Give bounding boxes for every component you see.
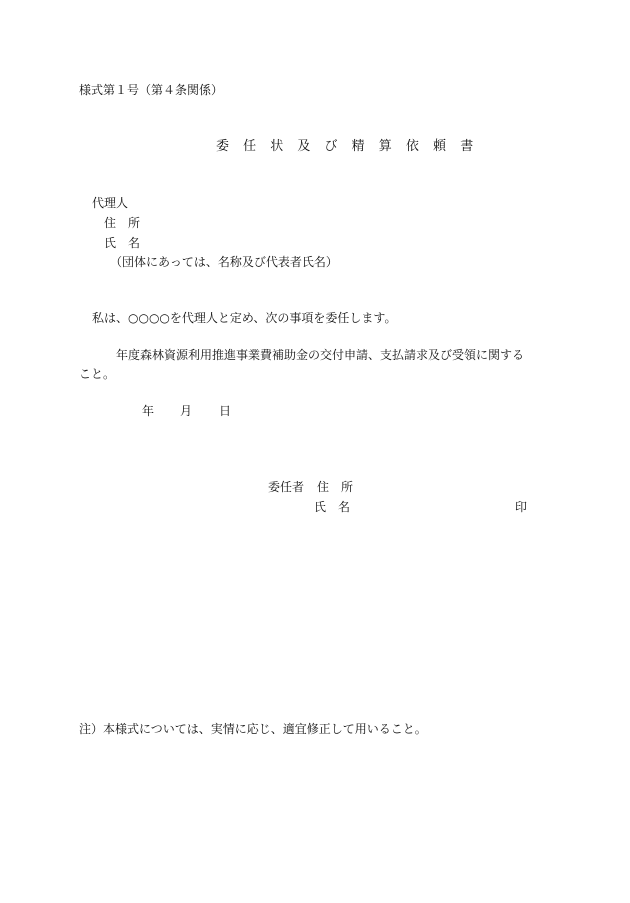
date-year-label: 年 [142,404,155,418]
agent-address-label: 住 所 [104,216,141,230]
delegator-label: 委任者 [268,480,305,494]
delegator-address-label: 住 所 [317,480,354,494]
footnote: 注）本様式については、実情に応じ、適宜修正して用いること。 [79,722,427,736]
document-title: 委 任 状 及 び 精 算 依 頼 書 [216,139,479,154]
agent-label: 代理人 [92,196,129,210]
delegated-matter-line-2: こと。 [79,367,116,381]
form-number: 様式第１号（第４条関係） [79,83,224,97]
delegator-name-label: 氏 名 [314,500,351,514]
agent-organization-note: （団体にあっては、名称及び代表者氏名） [110,255,338,269]
date-month-label: 月 [180,404,193,418]
agent-name-label: 氏 名 [104,236,141,250]
date-day-label: 日 [219,404,232,418]
delegated-matter-line-1: 年度森林資源利用推進事業費補助金の交付申請、支払請求及び受領に関する [116,348,525,362]
seal-mark: 印 [515,500,528,514]
delegation-statement: 私は、○○○○を代理人と定め、次の事項を委任します。 [92,311,397,325]
